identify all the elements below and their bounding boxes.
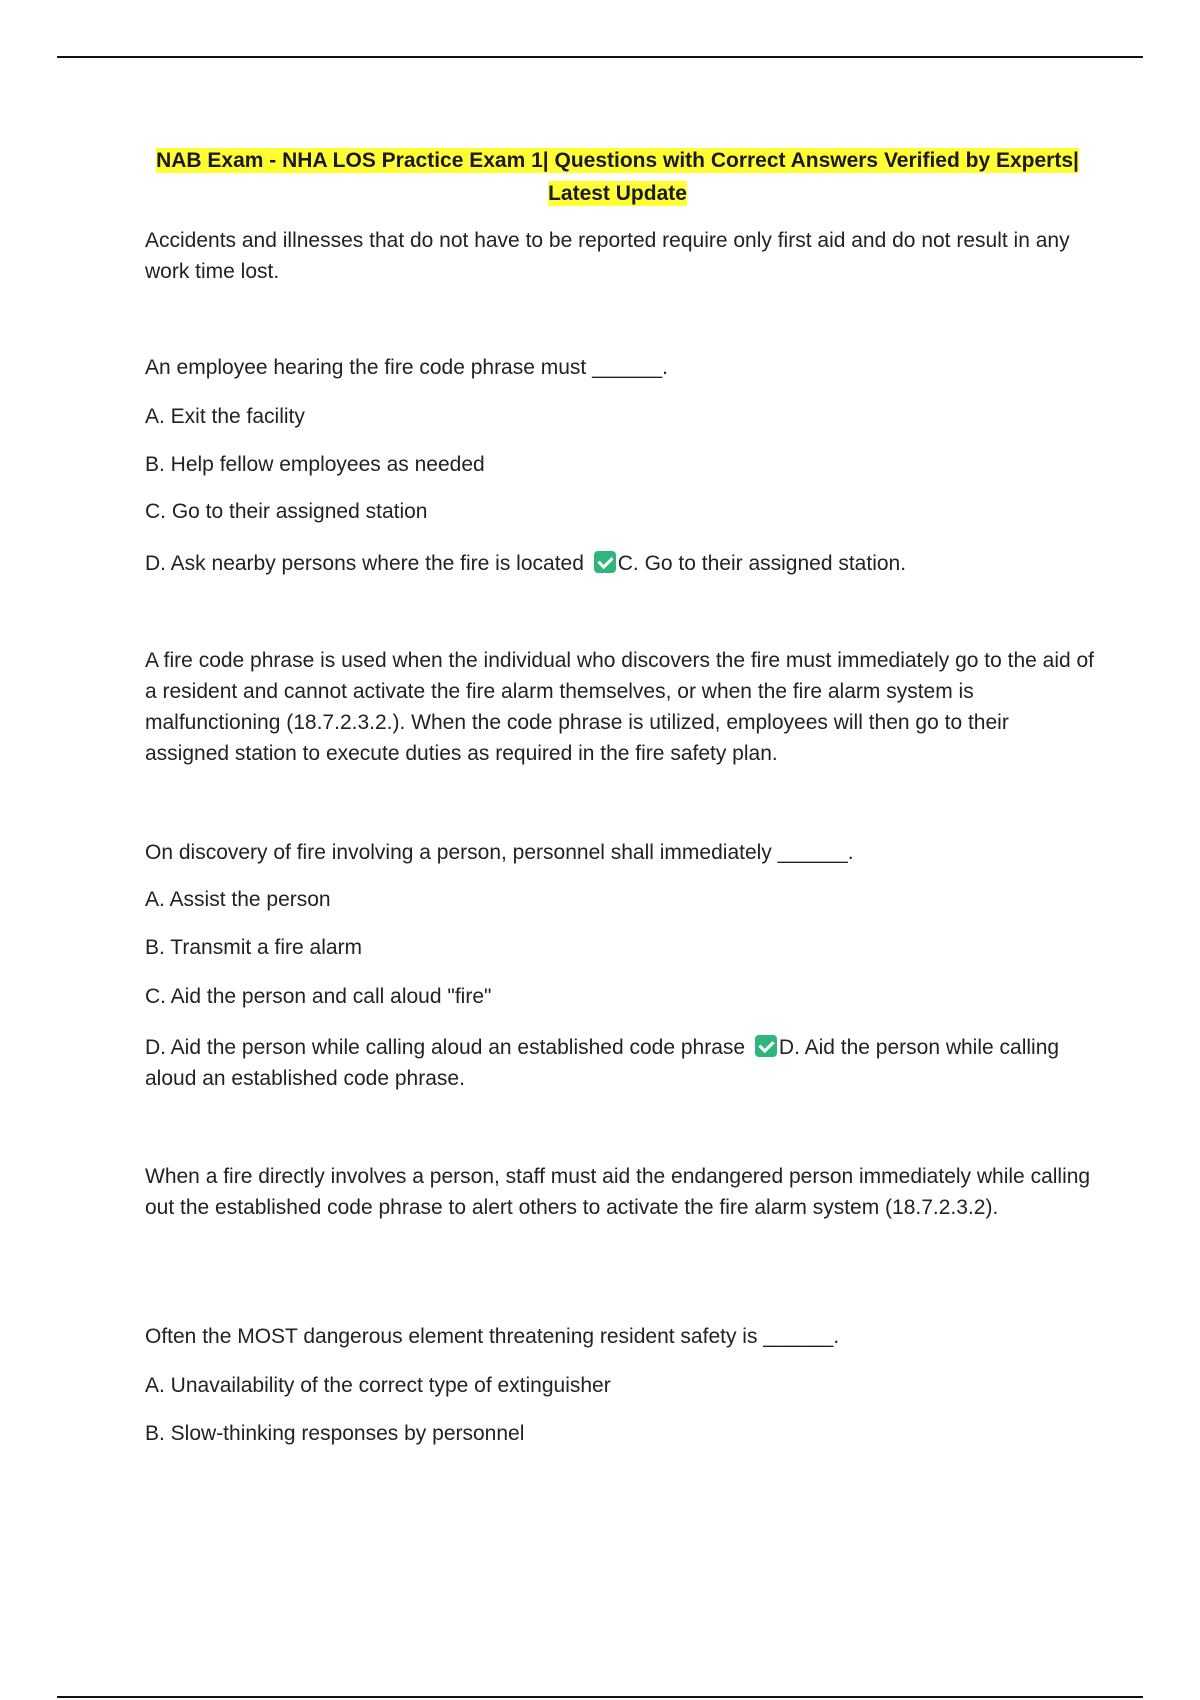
question-1-option-c: C. Go to their assigned station [145, 500, 428, 523]
question-1-option-d: D. Ask nearby persons where the fire is located [145, 552, 584, 575]
check-mark-icon [755, 1035, 777, 1057]
question-2-option-d: D. Aid the person while calling aloud an established code phrase [145, 1036, 746, 1059]
question-2-option-c: C. Aid the person and call aloud "fire" [145, 985, 492, 1008]
intro-paragraph: Accidents and illnesses that do not have to be reported require only first aid and do not result in any work time lost. [145, 229, 1070, 283]
check-mark-icon [594, 551, 616, 573]
question-1-option-b: B. Help fellow employees as needed [145, 453, 485, 476]
question-2-answer: D. Aid the person while calling aloud an established code phrase. [145, 1036, 1060, 1090]
question-2-option-d-row [145, 1032, 1095, 1094]
question-1-text: An employee hearing the fire code phrase must ______. [145, 356, 669, 379]
question-3-option-a: A. Unavailability of the correct type of extinguisher [145, 1374, 611, 1397]
question-2-option-b: B. Transmit a fire alarm [145, 936, 363, 959]
question-3-option-b: B. Slow-thinking responses by personnel [145, 1422, 525, 1445]
question-1-option-d-row [145, 548, 1095, 579]
bottom-rule [57, 1696, 1143, 1698]
question-1-explanation: A fire code phrase is used when the individual who discovers the fire must immediately go to the aid of a resident and cannot activate the fire alarm themselves, or when the fire alarm system is malfunctioning (18.7.2.3.2.). When the code phrase is utilized, employees will then go to their assigned station to execute duties as required in the fire safety plan. [145, 649, 1095, 765]
question-2-explanation: When a fire directly involves a person, staff must aid the endangered person immediately while calling out the established code phrase to alert others to activate the fire alarm system (18.7.2.3.2). [145, 1165, 1091, 1219]
document-title [145, 144, 1090, 210]
question-2-text: On discovery of fire involving a person, personnel shall immediately ______. [145, 841, 854, 864]
title-line-1: NAB Exam - NHA LOS Practice Exam 1| Questions with Correct Answers Verified by Experts| [156, 149, 1079, 172]
question-2-option-a: A. Assist the person [145, 888, 331, 911]
top-rule [57, 56, 1143, 58]
question-1-option-a: A. Exit the facility [145, 405, 305, 428]
title-line-2: Latest Update [548, 182, 687, 205]
question-1-answer: C. Go to their assigned station. [617, 552, 907, 575]
question-3-text: Often the MOST dangerous element threatening resident safety is ______. [145, 1325, 840, 1348]
